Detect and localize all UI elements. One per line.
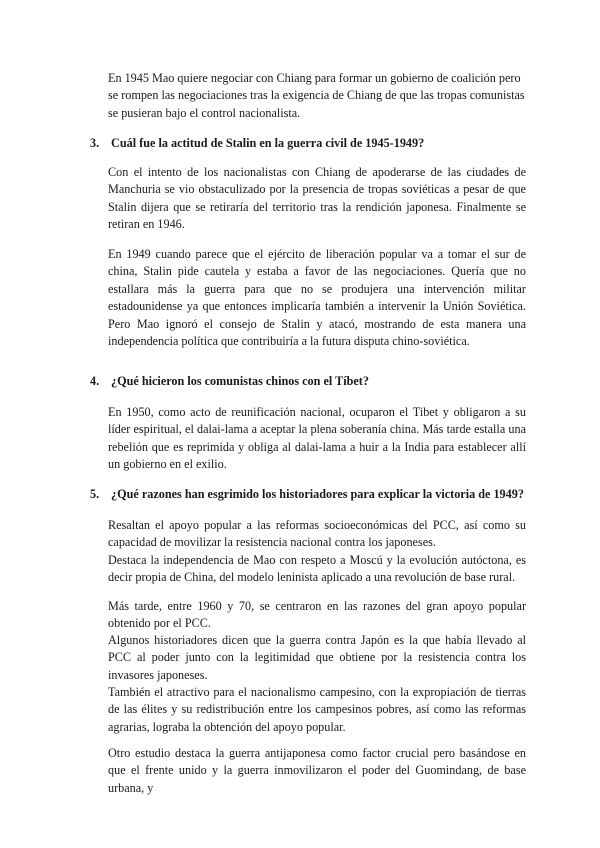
section-5-paragraph-4: Algunos historiadores dicen que la guerra contra Japón es la que había llevado al PCC al poder junto con la legitimidad que obtiene por la resistencia contra los invasores japoneses. xyxy=(108,633,526,682)
section-3-heading xyxy=(90,135,530,152)
section-3-paragraph-1: Con el intento de los nacionalistas con Chiang de apoderarse de las ciudades de Manchuria se vio obstaculizado por la presencia de tropas soviéticas a pesar de que Stalin dijera que se retiraría del territorio tras la rendición japonesa. Finalmente se retiran en 1946. xyxy=(108,165,526,232)
section-4-number: 4. xyxy=(90,374,100,388)
section-3-paragraph-2: En 1949 cuando parece que el ejército de liberación popular va a tomar el sur de china, Stalin pide cautela y estaba a favor de las negociaciones. Quería que no estallara más la guerra para que no se produjera una intervención militar estadounidense ya que entonces implicaría también a intervenir la Unión Soviética. Pero Mao ignoró el consejo de Stalin y atacó, mostrando de esta manera una independencia política que contribuiría a la futura disputa chino-soviética. xyxy=(108,247,526,349)
section-5-number: 5. xyxy=(90,487,100,501)
section-5-heading xyxy=(90,486,530,503)
section-5-title: ¿Qué razones han esgrimido los historiadores para explicar la victoria de 1949? xyxy=(111,487,524,501)
section-5-paragraph-3: Más tarde, entre 1960 y 70, se centraron en las razones del gran apoyo popular obtenido por el PCC. xyxy=(108,599,526,631)
intro-paragraph: En 1945 Mao quiere negociar con Chiang para formar un gobierno de coalición pero se rompen las negociaciones tras la exigencia de Chiang de que las tropas comunistas se pusieran bajo el control nacionalista. xyxy=(108,71,525,120)
section-3-number: 3. xyxy=(90,136,100,150)
section-4-paragraph-1: En 1950, como acto de reunificación nacional, ocuparon el Tibet y obligaron a su líder espiritual, el dalai-lama a aceptar la plena soberanía china. Más tarde estalla una rebelión que es reprimida y obliga al dalai-lama a huir a la India para establecer allí un gobierno en el exilio. xyxy=(108,405,526,472)
section-5-paragraph-5: También el atractivo para el nacionalismo campesino, con la expropiación de tierras de las élites y su redistribución entre los campesinos pobres, así como las reformas agrarias, lograba la obtención del apoyo popular. xyxy=(108,685,526,734)
section-3-title: Cuál fue la actitud de Stalin en la guerra civil de 1945-1949? xyxy=(111,136,425,150)
section-4-title: ¿Qué hicieron los comunistas chinos con el Tíbet? xyxy=(111,374,369,388)
section-4-heading xyxy=(90,373,530,390)
section-5-paragraph-1: Resaltan el apoyo popular a las reformas socioeconómicas del PCC, así como su capacidad de movilizar la resistencia nacional contra los japoneses. xyxy=(108,518,526,550)
section-5-paragraph-2: Destaca la independencia de Mao con respeto a Moscú y la evolución autóctona, es decir propia de China, del modelo leninista aplicado a una revolución de base rural. xyxy=(108,553,526,585)
section-5-paragraph-6: Otro estudio destaca la guerra antijaponesa como factor crucial pero basándose en que el frente unido y la guerra inmovilizaron el poder del Guomindang, de base urbana, y xyxy=(108,746,526,795)
